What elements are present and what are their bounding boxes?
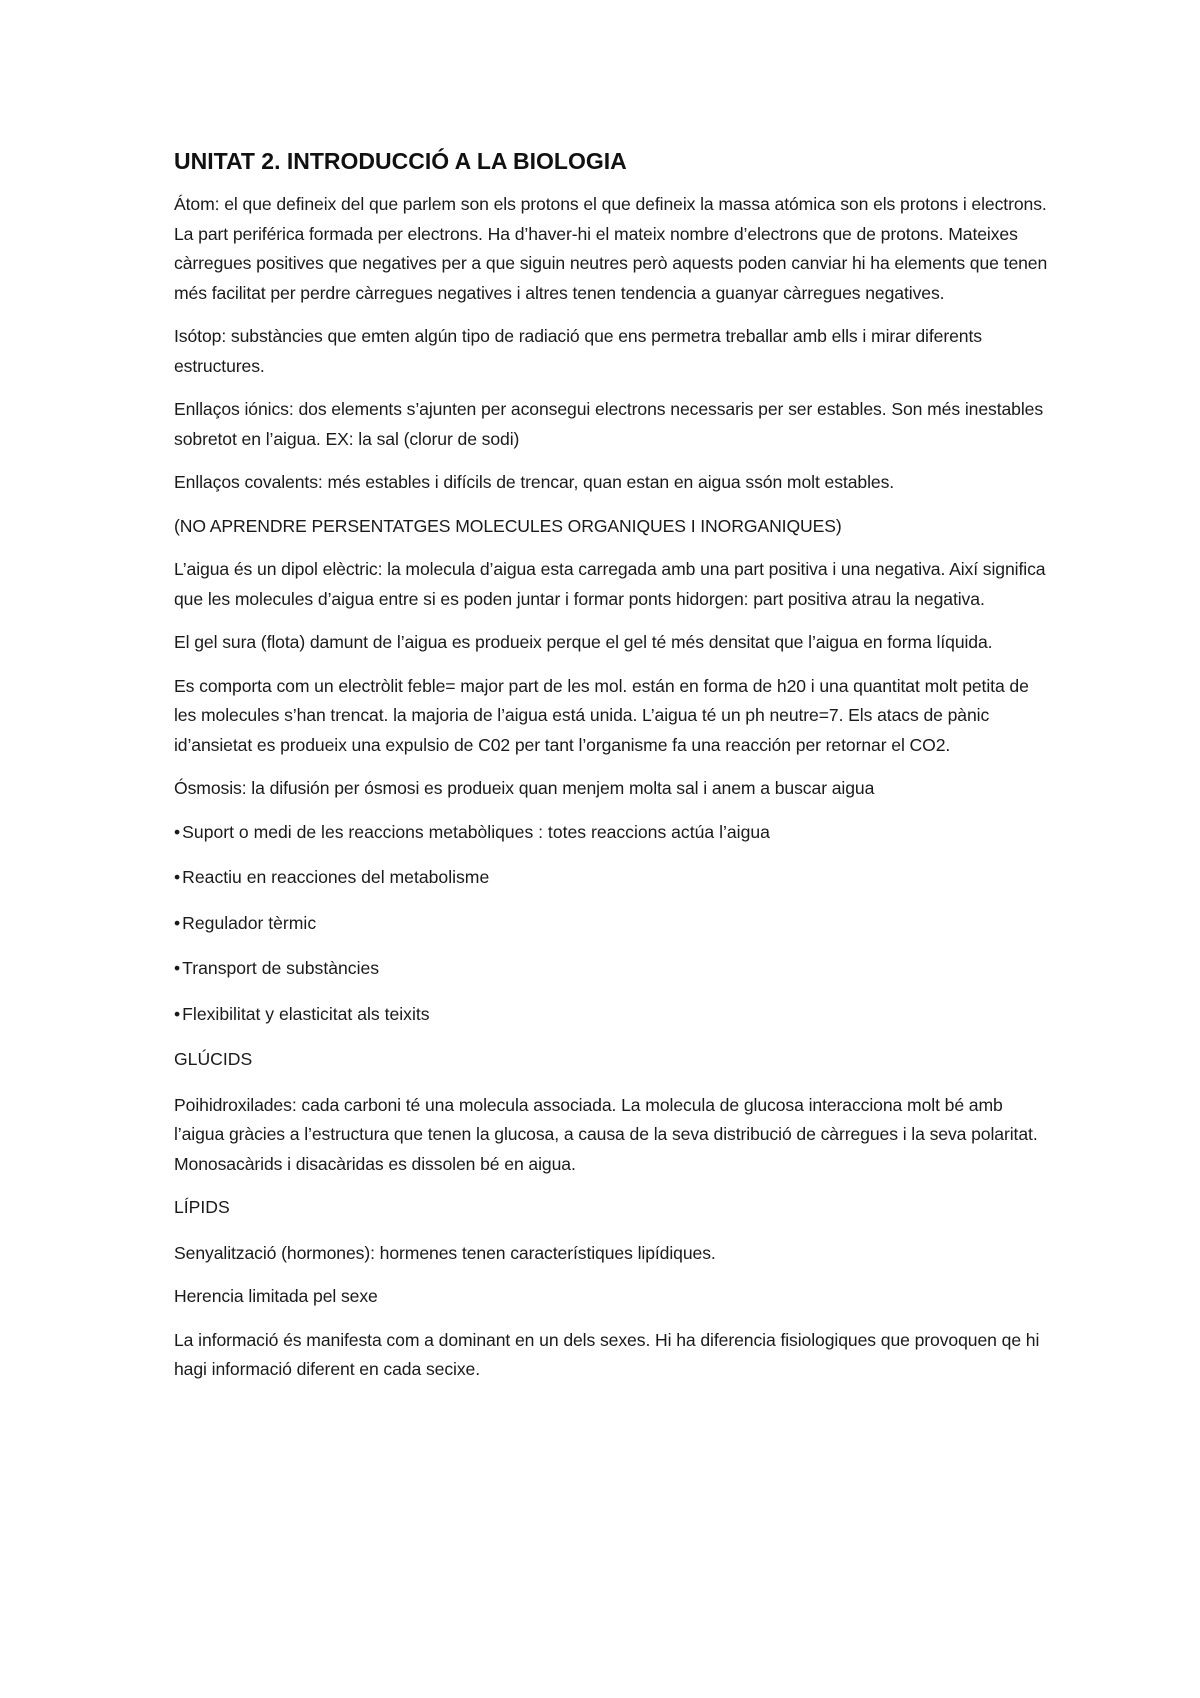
list-item-text: Suport o medi de les reaccions metabòliques : totes reaccions actúa l’aigua [182,821,770,842]
paragraph-electrolit: Es comporta com un electròlit feble= major part de les mol. están en forma de h20 i una quantitat molt petita de les molecules s’han trencat. la majoria de l’aigua está unida. L’aigua té un ph neutre=7. Els atacs de pànic id’ansietat es produeix una expulsio de C02 per tant l’organisme fa una reacción per retornar el CO2. [174,675,1029,755]
section-heading-glucids: GLÚCIDS [174,1049,253,1069]
list-item [174,954,1054,984]
list-item-text: Regulador tèrmic [182,912,317,933]
bullet-icon: • [174,867,181,887]
list-item-text: Flexibilitat y elasticitat als teixits [182,1003,430,1024]
paragraph-osmosis: Ósmosis: la difusión per ósmosi es produeix quan menjem molta sal i anem a buscar aigua [174,778,875,798]
paragraph-informacio: La informació és manifesta com a dominant en un dels sexes. Hi ha diferencia fisiologiques que provoquen qe hi hagi informació diferent en cada secixe. [174,1329,1040,1379]
page-title: UNITAT 2. INTRODUCCIÓ A LA BIOLOGIA [174,148,627,174]
list-item [174,818,1054,848]
paragraph-gel: El gel sura (flota) damunt de l’aigua es produeix perque el gel té més densitat que l’aigua en forma líquida. [174,632,993,652]
paragraph-dipol: L’aigua és un dipol elèctric: la molecula d’aigua esta carregada amb una part positiva i una negativa. Així significa que les molecules d’aigua entre si es poden juntar i formar ponts hidorgen: part positiva atrau la negativa. [174,559,1046,609]
paragraph-enllacos-ionics: Enllaços iónics: dos elements s’ajunten per aconsegui electrons necessaris per ser estables. Son més inestables sobretot en l’aigua. EX: la sal (clorur de sodi) [174,399,1044,449]
bullet-icon: • [174,912,181,933]
paragraph-atom: Átom: el que defineix del que parlem son els protons el que defineix la massa atómica son els protons i electrons. La part periférica formada per electrons. Ha d’haver-hi el mateix nombre d’electrons que de protons. Mateixes càrregues positives que negatives per a que siguin neutres però aquests poden canviar hi ha elements que tenen més facilitat per perdre càrregues negatives i altres tenen tendencia a guanyar càrregues negatives. [174,194,1048,303]
list-item [174,909,1054,939]
paragraph-glucids: Poihidroxilades: cada carboni té una molecula associada. La molecula de glucosa interacciona molt bé amb l’aigua gràcies a l’estructura que tenen la glucosa, a causa de la seva distribució de càrregues i la seva polaritat. Monosacàrids i disacàridas es dissolen bé en aigua. [174,1094,1038,1174]
list-item [174,1000,1054,1030]
bullet-icon: • [174,958,181,978]
paragraph-herencia: Herencia limitada pel sexe [174,1286,378,1306]
list-item [174,863,1054,893]
list-item-text: Reactiu en reacciones del metabolisme [182,867,490,887]
paragraph-enllacos-covalents: Enllaços covalents: més estables i difícils de trencar, quan estan en aigua ssón molt estables. [174,472,895,492]
paragraph-note: (NO APRENDRE PERSENTATGES MOLECULES ORGANIQUES I INORGANIQUES) [174,515,842,536]
document-page [174,146,1054,1399]
bullet-icon: • [174,821,181,842]
bullet-icon: • [174,1003,181,1024]
paragraph-isotop: Isótop: substàncies que emten algún tipo de radiació que ens permetra treballar amb ells i mirar diferents estructures. [174,326,982,376]
section-heading-lipids: LÍPIDS [174,1197,230,1217]
list-item-text: Transport de substàncies [182,958,380,978]
paragraph-senyalitzacio: Senyalització (hormones): hormenes tenen característiques lipídiques. [174,1242,716,1263]
